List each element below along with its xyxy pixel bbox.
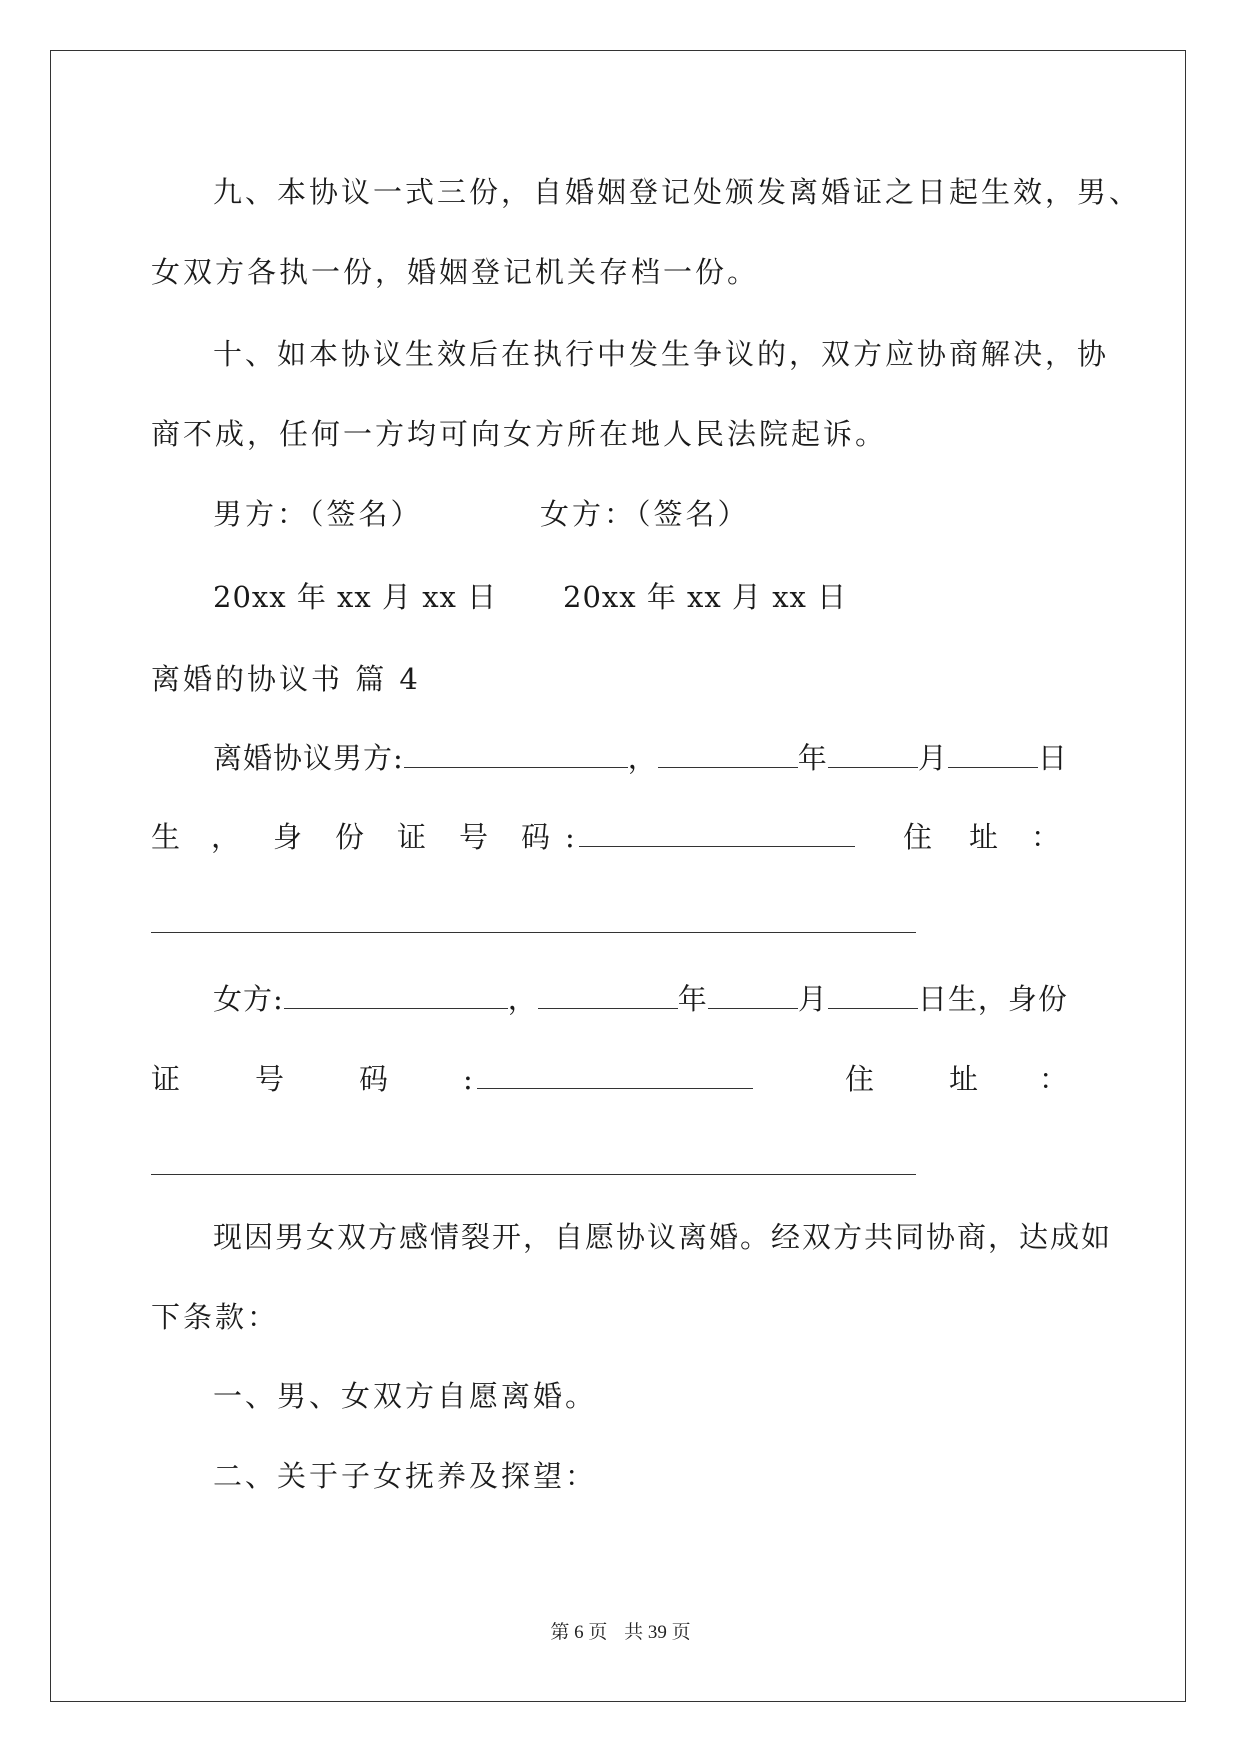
month-label: 月 [917,741,948,775]
paragraph-9-line-2: 女双方各执一份，婚姻登记机关存档一份。 [151,255,760,289]
paragraph-10-line-1: 十、如本协议生效后在执行中发生争议的，双方应协商解决，协 [213,337,1110,371]
paragraph-9-line-1: 九、本协议一式三份，自婚姻登记处颁发离婚证之日起生效，男、 [213,175,1142,209]
female-info-line-2 [151,1058,1073,1099]
male-id-number-blank[interactable] [579,816,855,847]
page-number: 第 6 页 [550,1622,608,1643]
text-fen: 份 [335,820,365,854]
paragraph-10-line-2: 商不成，任何一方均可向女方所在地人民法院起诉。 [151,417,888,451]
date-male: 20xx 年 xx 月 xx 日 [213,580,498,614]
text-hao: 号 [255,1062,285,1096]
text-zhi: 址 [949,1062,979,1096]
text-zhu: 住 [903,820,933,854]
date-female: 20xx 年 xx 月 xx 日 [563,580,848,614]
female-birth-day-blank[interactable] [828,978,918,1009]
day-label: 日 [1037,741,1068,775]
female-label: 女方: [213,982,284,1016]
male-birth-month-blank[interactable] [828,737,918,768]
page-border [50,50,1186,1702]
text-zheng: 证 [151,1062,181,1096]
text-sheng: 生 [151,820,181,854]
signature-female: 女方：（签名） [540,497,750,531]
page-footer [0,1617,1241,1644]
text-address-colon: ： [1031,820,1061,854]
text-comma: ， [211,820,241,854]
female-name-blank[interactable] [284,978,508,1009]
text-hao: 号 [459,820,489,854]
page-total: 共 39 页 [624,1622,691,1643]
female-tail-text: 日生，身份 [917,982,1068,1016]
reason-line-1: 现因男女双方感情裂开，自愿协议离婚。经双方共同协商，达成如 [213,1220,1113,1254]
text-colon: : [565,820,575,854]
text-address-colon: ： [1039,1062,1069,1096]
text-ma: 码 [359,1062,389,1096]
comma: ， [627,741,658,775]
text-ma: 码 [521,820,551,854]
male-birth-day-blank[interactable] [948,737,1038,768]
text-shen: 身 [273,820,303,854]
female-id-number-blank[interactable] [477,1058,753,1089]
section-title: 离婚的协议书 篇 4 [151,662,421,696]
female-birth-month-blank[interactable] [708,978,798,1009]
female-info-line-1 [213,978,1068,1019]
text-colon: : [463,1062,473,1096]
text-zheng: 证 [397,820,427,854]
clause-1: 一、男、女双方自愿离婚。 [213,1379,598,1413]
year-label: 年 [797,741,828,775]
text-zhu: 住 [845,1062,875,1096]
comma: ， [507,982,538,1016]
year-label: 年 [677,982,708,1016]
male-info-line-2 [151,816,1073,857]
text-zhi: 址 [969,820,999,854]
female-birth-year-blank[interactable] [538,978,678,1009]
male-info-line-1 [213,737,1068,778]
male-name-blank[interactable] [404,737,628,768]
female-address-blank[interactable] [151,1174,916,1175]
clause-2: 二、关于子女抚养及探望： [213,1459,598,1493]
male-birth-year-blank[interactable] [658,737,798,768]
male-label: 离婚协议男方: [213,741,404,775]
month-label: 月 [797,982,828,1016]
signature-male: 男方：（签名） [213,497,423,531]
reason-line-2: 下条款： [151,1300,280,1334]
male-address-blank[interactable] [151,932,916,933]
